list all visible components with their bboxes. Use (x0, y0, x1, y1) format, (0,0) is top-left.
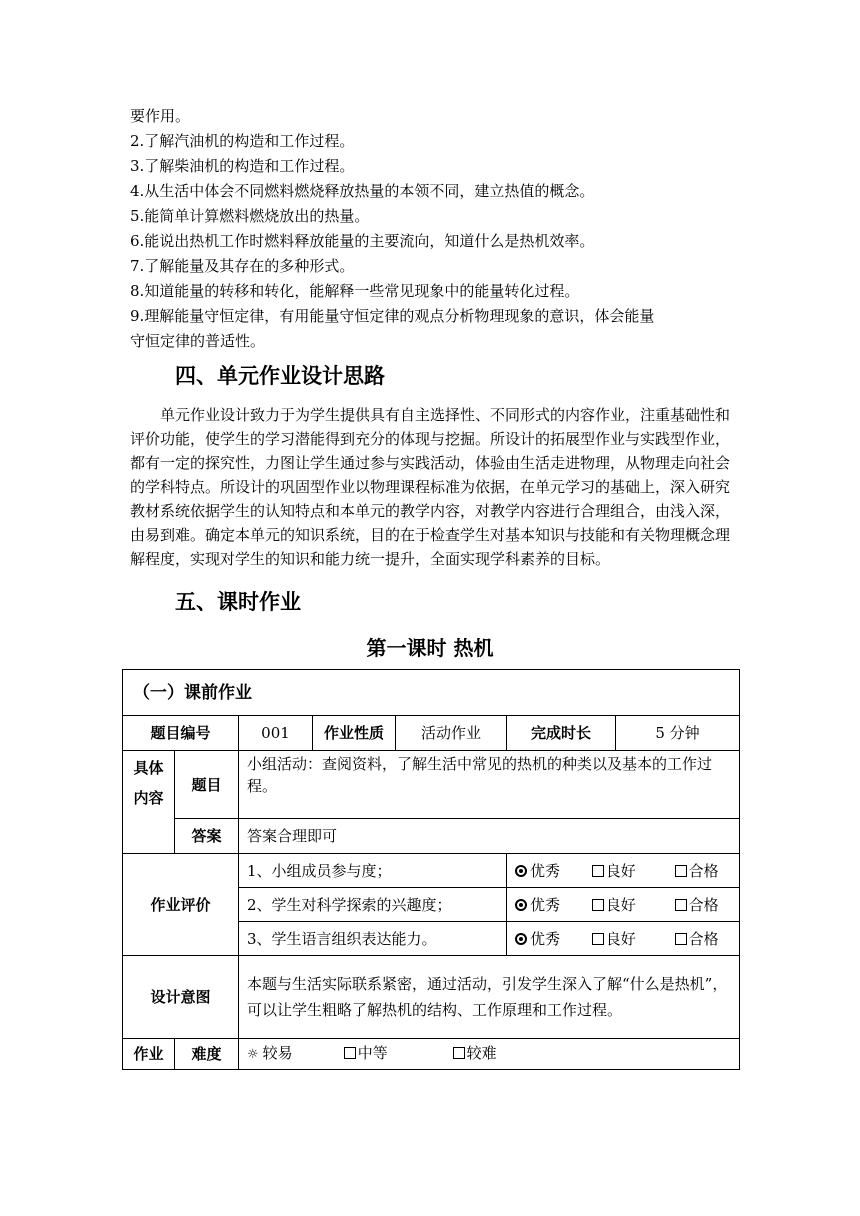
checkbox-icon (453, 1047, 465, 1059)
duration-label: 完成时长 (507, 716, 616, 751)
homework-label: 作业 (123, 1039, 175, 1070)
duration-value: 5 分钟 (616, 716, 740, 751)
id-label: 题目编号 (123, 716, 239, 751)
question-label: 题目 (175, 751, 239, 819)
difficulty-option-medium[interactable]: 中等 (344, 1042, 448, 1064)
intent-text: 本题与生活实际联系紧密，通过活动，引发学生深入了解“什么是热机”，可以让学生粗略了解热机的结构、工作原理和工作过程。 (239, 956, 740, 1039)
objective-line: 2.了解汽油机的构造和工作过程。 (130, 132, 355, 150)
objective-line: 5.能简单计算燃料燃烧放出的热量。 (130, 207, 370, 225)
id-value: 001 (239, 716, 313, 751)
checkbox-icon (675, 865, 687, 877)
objective-line: 8.知道能量的转移和转化，能解释一些常见现象中的能量转化过程。 (130, 282, 580, 300)
eval-option-good[interactable]: 良好 (592, 928, 670, 950)
checkbox-icon (344, 1047, 356, 1059)
design-paragraph: 单元作业设计致力于为学生提供具有自主选择性、不同形式的内容作业，注重基础性和评价功能，使学生的学习潜能得到充分的体现与挖掘。所设计的拓展型作业与实践型作业，都有一定的探究性，力图让学生通过参与实践活动，体验由生活走进物理，从物理走向社会的学科特点。所设计的巩固型作业以物理课程标准为依据，在单元学习的基础上，深入研究教材系统依据学生的认知特点和本单元的教学内容，对教学内容进行合理组合，由浅入深，由易到难。确定本单元的知识系统，目的在于检查学生对基本知识与技能和有关物理概念理解程度，实现对学生的知识和能力统一提升，全面实现学科素养的目标。 (130, 406, 731, 568)
lesson-title: 第一课时 热机 (366, 636, 494, 660)
objective-line: 9.理解能量守恒定律，有用能量守恒定律的观点分析物理现象的意识，体会能量 (130, 307, 655, 325)
question-text: 小组活动：查阅资料，了解生活中常见的热机的种类以及基本的工作过程。 (239, 751, 740, 819)
answer-text: 答案合理即可 (239, 819, 740, 854)
difficulty-option-hard[interactable]: 较难 (453, 1042, 497, 1064)
difficulty-label: 难度 (175, 1039, 239, 1070)
nature-value: 活动作业 (396, 716, 507, 751)
eval-option-excellent[interactable]: 优秀 (515, 928, 587, 950)
sun-icon: ☼ (247, 1047, 259, 1062)
section-heading: 五、课时作业 (175, 590, 301, 614)
objective-line: 要作用。 (130, 107, 191, 125)
table-section-title: （一）课前作业 (123, 670, 740, 716)
eval-label: 作业评价 (123, 854, 239, 956)
radio-selected-icon (515, 933, 527, 945)
eval-criterion: 1、小组成员参与度； (239, 854, 507, 888)
eval-option-good[interactable]: 良好 (592, 894, 670, 916)
checkbox-icon (592, 865, 604, 877)
eval-option-pass[interactable]: 合格 (675, 860, 719, 882)
checkbox-icon (675, 899, 687, 911)
checkbox-icon (592, 933, 604, 945)
objective-line: 6.能说出热机工作时燃料释放能量的主要流向，知道什么是热机效率。 (130, 232, 595, 250)
eval-option-excellent[interactable]: 优秀 (515, 860, 587, 882)
answer-label: 答案 (175, 819, 239, 854)
difficulty-option-easy[interactable]: ☼ 较易 (247, 1042, 339, 1066)
objective-line: 3.了解柴油机的构造和工作过程。 (130, 157, 355, 175)
section-heading: 四、单元作业设计思路 (175, 364, 385, 388)
checkbox-icon (675, 933, 687, 945)
objective-line: 7.了解能量及其存在的多种形式。 (130, 257, 355, 275)
homework-table (122, 669, 740, 1070)
radio-selected-icon (515, 899, 527, 911)
eval-option-good[interactable]: 良好 (592, 860, 670, 882)
objective-line: 守恒定律的普适性。 (130, 332, 266, 350)
checkbox-icon (592, 899, 604, 911)
eval-option-excellent[interactable]: 优秀 (515, 894, 587, 916)
eval-options (507, 854, 740, 888)
eval-criterion: 2、学生对科学探索的兴趣度； (239, 888, 507, 922)
eval-option-pass[interactable]: 合格 (675, 928, 719, 950)
radio-selected-icon (515, 865, 527, 877)
eval-criterion: 3、学生语言组织表达能力。 (239, 922, 507, 956)
eval-option-pass[interactable]: 合格 (675, 894, 719, 916)
intent-label: 设计意图 (123, 956, 239, 1039)
objective-line: 4.从生活中体会不同燃料燃烧释放热量的本领不同，建立热值的概念。 (130, 182, 595, 200)
nature-label: 作业性质 (313, 716, 396, 751)
eval-options (507, 922, 740, 956)
eval-options (507, 888, 740, 922)
difficulty-options (239, 1039, 740, 1070)
content-label: 具体内容 (123, 751, 175, 854)
